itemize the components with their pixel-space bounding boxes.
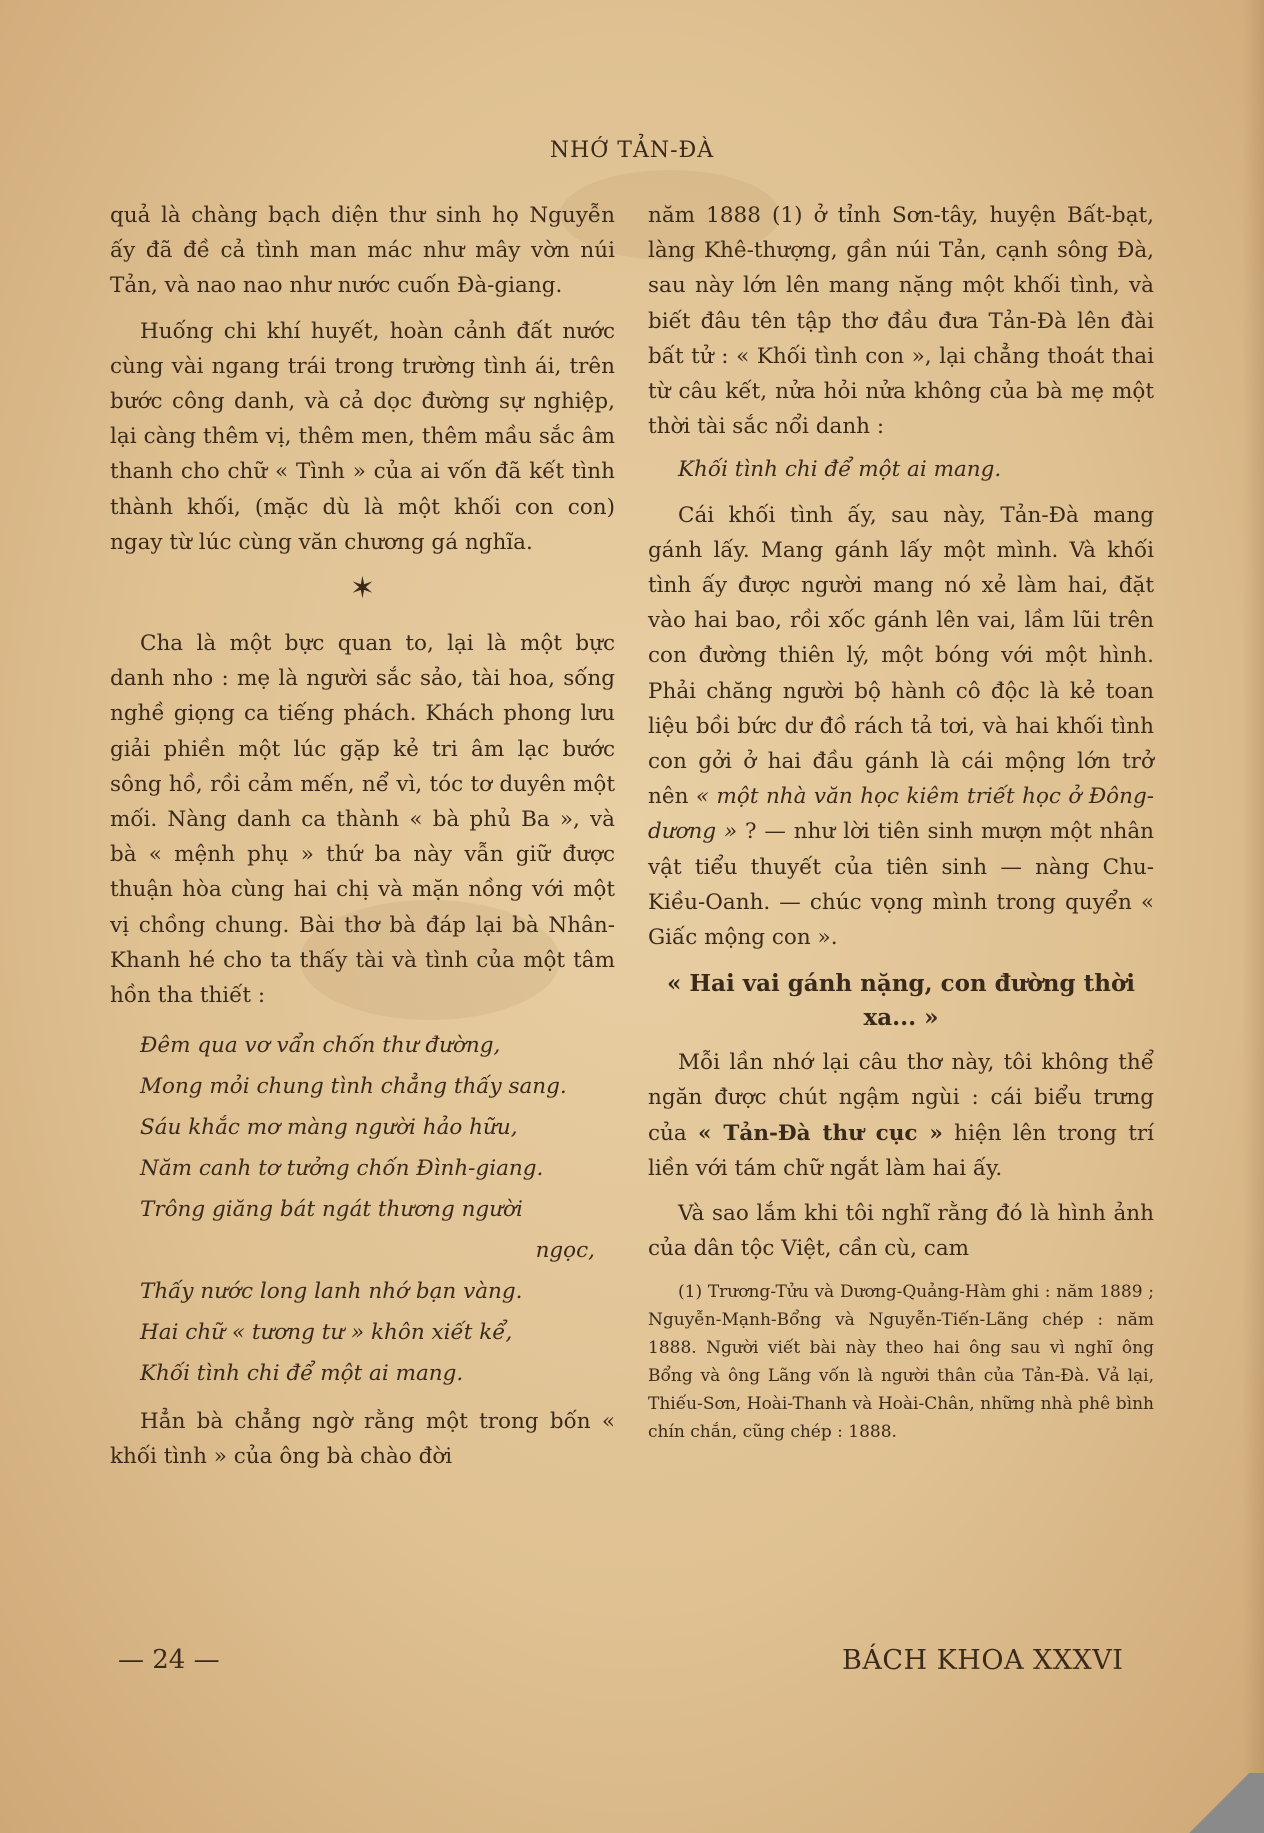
page-edge-shadow xyxy=(1242,0,1264,1833)
poem-line: Trông giăng bát ngát thương người xyxy=(140,1197,523,1223)
poem xyxy=(140,1025,615,1394)
paragraph-text: ? — như lời tiên sinh mượn một nhân vật tiểu thuyết của tiên sinh — nàng Chu-Kiều-Oanh. — chúc vọng mình trong quyển « Giấc mộng con ». xyxy=(648,819,1154,951)
poem-line: Khối tình chi để một ai mang. xyxy=(140,1361,464,1387)
bold-phrase: « Tản-Đà thư cục » xyxy=(698,1120,943,1146)
poem-line: Hai chữ « tương tư » khôn xiết kể, xyxy=(140,1320,513,1346)
paragraph: Huống chi khí huyết, hoàn cảnh đất nước cùng vài ngang trái trong trường tình ái, trên bước công danh, và cả dọc đường sự nghiệp, lại càng thêm vị, thêm men, thêm mầu sắc âm thanh cho chữ « Tình » của ai vốn đã kết tình thành khối, (mặc dù là một khối con con) ngay từ lúc cùng văn chương gá nghĩa. xyxy=(110,318,615,555)
footnote-text: (1) Trương-Tửu và Dương-Quảng-Hàm ghi : năm 1889 ; Nguyễn-Mạnh-Bổng và Nguyễn-Tiến-Lãng chép : năm 1888. Người viết bài này theo hai ông sau vì nghĩ ông Bổng và ông Lãng vốn là người thân của Tản-Đà. Vả lại, Thiếu-Sơn, Hoài-Thanh và Hoài-Chân, những nhà phê bình chín chắn, cũng chép : 1888. xyxy=(648,1282,1154,1443)
journal-issue: BÁCH KHOA XXXVI xyxy=(842,1645,1124,1676)
paragraph xyxy=(648,1045,1154,1186)
quoted-verse: Khối tình chi để một ai mang. xyxy=(678,457,1002,483)
section-star-ornament: ✶ xyxy=(349,571,376,607)
italic-quote: « một nhà văn học kiêm triết học ở Đông-dương » xyxy=(648,784,1154,845)
paragraph: quả là chàng bạch diện thư sinh họ Nguyễn ấy đã đề cả tình man mác như mây vờn núi Tản, và nao nao như nước cuốn Đà-giang. xyxy=(110,203,615,299)
poem-line-continuation: ngọc, xyxy=(535,1238,595,1264)
paragraph: Và sao lắm khi tôi nghĩ rằng đó là hình ảnh của dân tộc Việt, cần cù, cam xyxy=(648,1201,1154,1262)
poem-line: Sáu khắc mơ màng người hảo hữu, xyxy=(140,1115,518,1141)
poem-line: Thấy nước long lanh nhớ bạn vàng. xyxy=(140,1279,523,1305)
page-corner-fold xyxy=(1174,1773,1264,1833)
poem-line: Mong mỏi chung tình chẳng thấy sang. xyxy=(140,1074,567,1100)
right-column xyxy=(648,198,1154,1446)
paragraph: năm 1888 (1) ở tỉnh Sơn-tây, huyện Bất-bạt, làng Khê-thượng, gần núi Tản, cạnh sông Đà, sau này lớn lên mang nặng một khối tình, và biết đâu tên tập thơ đầu đưa Tản-Đà lên đài bất tử : « Khối tình con », lại chẳng thoát thai từ câu kết, nửa hỏi nửa không của bà mẹ một thời tài sắc nổi danh : xyxy=(648,203,1154,440)
paragraph: Cha là một bực quan to, lại là một bực danh nho : mẹ là người sắc sảo, tài hoa, sống nghề giọng ca tiếng phách. Khách phong lưu giải phiền một lúc gặp kẻ tri âm lạc bước sông hồ, rồi cảm mến, nể vì, tóc tơ duyên một mối. Nàng danh ca thành « bà phủ Ba », và bà « mệnh phụ » thứ ba này vẫn giữ được thuận hòa cùng hai chị và mặn nồng với một vị chồng chung. Bài thơ bà đáp lại bà Nhân-Khanh hé cho ta thấy tài và tình của một tâm hồn tha thiết : xyxy=(110,631,615,1009)
heading-quote: « Hai vai gánh nặng, con đường thời xa... » xyxy=(666,970,1136,1032)
page-number: — 24 — xyxy=(118,1645,220,1675)
paragraph xyxy=(648,498,1154,956)
running-title: NHỚ TẢN-ĐÀ xyxy=(549,138,715,163)
poem-line: Năm canh tơ tưởng chốn Đình-giang. xyxy=(140,1156,544,1182)
footnote xyxy=(648,1278,1154,1446)
paragraph-text: Cái khối tình ấy, sau này, Tản-Đà mang gánh lấy. Mang gánh lấy một mình. Và khối tình ấy được người mang nó xẻ làm hai, đặt vào hai bao, rồi xốc gánh lên vai, lầm lũi trên con đường thiên lý, một bóng với một hình. Phải chăng người bộ hành cô độc là kẻ toan liệu bồi bức dư đồ rách tả tơi, và hai khối tình con gởi ở hai đầu gánh là cái mộng lớn trở nên xyxy=(648,502,1154,810)
paragraph-text: Mỗi lần nhớ lại câu thơ này, tôi không thể ngăn được chút ngậm ngùi : cái biểu trưng của xyxy=(648,1050,1154,1146)
paragraph: Hẳn bà chẳng ngờ rằng một trong bốn « khối tình » của ông bà chào đời xyxy=(110,1409,615,1470)
paragraph-text: hiện lên trong trí liền với tám chữ ngắt làm hai ấy. xyxy=(648,1120,1155,1181)
left-column xyxy=(110,198,615,1475)
poem-line: Đêm qua vơ vẩn chốn thư đường, xyxy=(140,1033,501,1059)
